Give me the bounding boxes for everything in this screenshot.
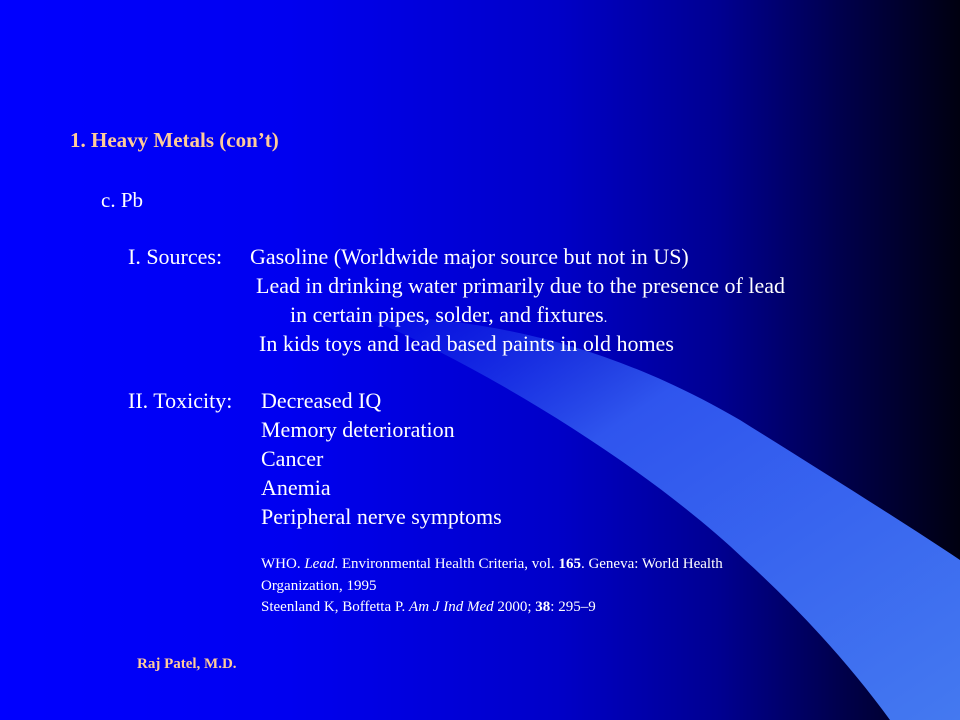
ref1-part-c: . Geneva: World Health [580, 556, 723, 572]
reference-2 [261, 599, 596, 616]
ref1-part-a: WHO. [261, 556, 305, 572]
sources-line-1: Gasoline (Worldwide major source but not in US) [250, 244, 689, 269]
ref1-bold: 165 [558, 556, 581, 572]
sources-line-3-period: . [603, 311, 608, 326]
sources-line-3-text: in certain pipes, solder, and fixtures [290, 302, 604, 327]
ref2-part-b: 2000; [493, 599, 536, 615]
toxicity-item: Memory deterioration [261, 417, 455, 442]
reference-1-line-1 [261, 556, 723, 573]
toxicity-item: Peripheral nerve symptoms [261, 504, 502, 529]
sources-line-2: Lead in drinking water primarily due to the presence of lead [256, 273, 786, 298]
toxicity-label: II. Toxicity: [128, 388, 233, 413]
ref2-part-c: : 295–9 [550, 599, 596, 615]
ref2-part-a: Steenland K, Boffetta P. [261, 599, 410, 615]
ref2-italic: Am J Ind Med [409, 599, 494, 615]
ref1-part-b: . Environmental Health Criteria, vol. [334, 556, 559, 572]
slide-title: 1. Heavy Metals (con’t) [70, 128, 279, 152]
toxicity-item: Cancer [261, 446, 324, 471]
reference-1-line-2: Organization, 1995 [261, 578, 377, 594]
subheading: c. Pb [101, 188, 143, 212]
sources-line-3 [290, 302, 607, 328]
sources-label: I. Sources: [128, 244, 223, 269]
toxicity-item: Anemia [261, 475, 331, 500]
sources-line-4: In kids toys and lead based paints in old homes [259, 331, 674, 356]
toxicity-item: Decreased IQ [261, 388, 382, 413]
author-credit: Raj Patel, M.D. [137, 656, 237, 672]
ref2-bold: 38 [535, 599, 551, 615]
ref1-italic: Lead [304, 556, 335, 572]
